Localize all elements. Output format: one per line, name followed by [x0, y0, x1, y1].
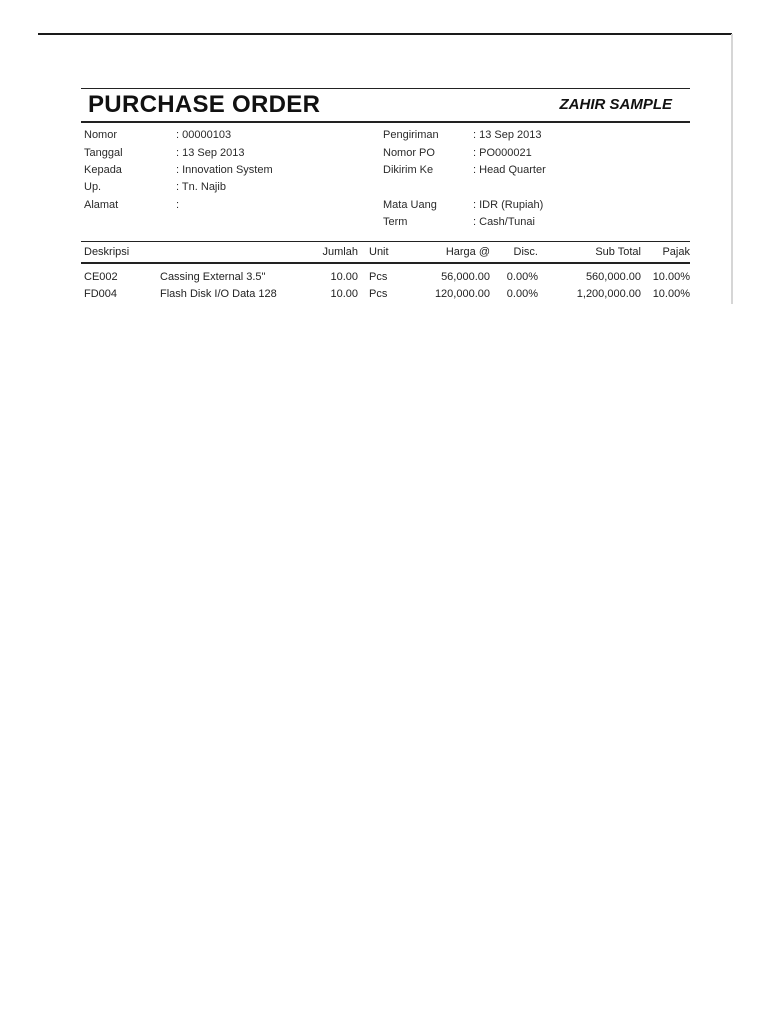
kepada-value: : Innovation System	[176, 164, 273, 176]
table-row-disc: 0.00%	[506, 288, 538, 300]
table-row-subtotal: 560,000.00	[585, 271, 641, 283]
pengiriman-value: : 13 Sep 2013	[473, 129, 542, 141]
col-header-deskripsi: Deskripsi	[84, 246, 130, 258]
nomor-value: : 00000103	[176, 129, 231, 141]
col-header-subtotal: Sub Total	[595, 246, 641, 258]
up-label: Up.	[84, 181, 102, 193]
table-row-code: CE002	[84, 271, 118, 283]
table-row-jumlah: 10.00	[330, 288, 358, 300]
table-row-subtotal: 1,200,000.00	[576, 288, 641, 300]
up-value: : Tn. Najib	[176, 181, 226, 193]
kepada-label: Kepada	[84, 164, 122, 176]
col-header-unit: Unit	[369, 246, 389, 258]
document-title: PURCHASE ORDER	[88, 91, 321, 118]
table-header-bottom-rule	[81, 262, 690, 264]
table-row-name: Cassing External 3.5"	[160, 271, 266, 283]
tanggal-label: Tanggal	[84, 147, 123, 159]
nomor-po-value: : PO000021	[473, 147, 532, 159]
title-top-rule	[81, 88, 690, 89]
nomor-label: Nomor	[84, 129, 118, 141]
table-row-unit: Pcs	[369, 271, 388, 283]
table-row-jumlah: 10.00	[330, 271, 358, 283]
nomor-po-label: Nomor PO	[383, 147, 435, 159]
page-top-rule	[38, 33, 732, 35]
term-value: : Cash/Tunai	[473, 216, 535, 228]
col-header-jumlah: Jumlah	[322, 246, 358, 258]
title-bottom-rule	[81, 121, 690, 123]
mata-uang-value: : IDR (Rupiah)	[473, 199, 543, 211]
table-header-top-rule	[81, 241, 690, 242]
pengiriman-label: Pengiriman	[383, 129, 439, 141]
col-header-disc: Disc.	[513, 246, 538, 258]
alamat-label: Alamat	[84, 199, 119, 211]
company-name: ZAHIR SAMPLE	[559, 96, 672, 113]
term-label: Term	[383, 216, 408, 228]
dikirim-ke-value: : Head Quarter	[473, 164, 546, 176]
table-row-harga: 56,000.00	[441, 271, 490, 283]
table-row-unit: Pcs	[369, 288, 388, 300]
table-row-code: FD004	[84, 288, 118, 300]
col-header-harga: Harga @	[445, 246, 490, 258]
table-row-pajak: 10.00%	[652, 271, 690, 283]
table-row-name: Flash Disk I/O Data 128	[160, 288, 277, 300]
col-header-pajak: Pajak	[662, 246, 690, 258]
table-row-disc: 0.00%	[506, 271, 538, 283]
page-right-edge	[731, 34, 733, 304]
alamat-value	[176, 199, 179, 211]
table-row-harga: 120,000.00	[434, 288, 490, 300]
tanggal-value: : 13 Sep 2013	[176, 147, 245, 159]
mata-uang-label: Mata Uang	[383, 199, 437, 211]
purchase-order-document	[81, 88, 690, 303]
table-row-pajak: 10.00%	[652, 288, 690, 300]
dikirim-ke-label: Dikirim Ke	[383, 164, 434, 176]
